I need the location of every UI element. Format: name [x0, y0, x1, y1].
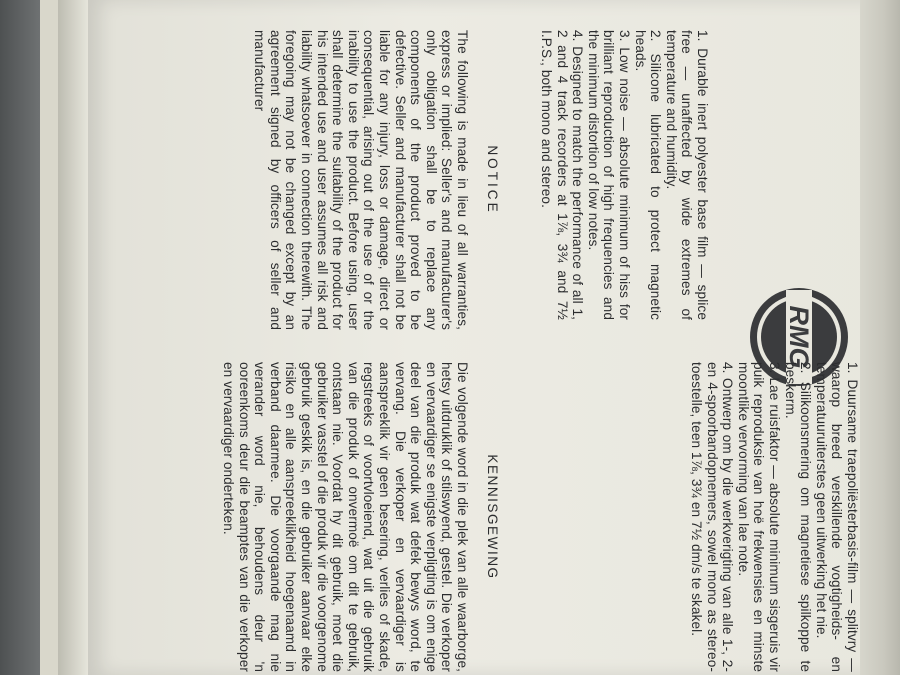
- rotated-text-sheet: [88, 0, 900, 675]
- afrikaans-feature-1: 1. Duursame traepoliësterbasis-film — splitvry — waarop breed verskillende vogtigheids- en temperatuuruiterstes geen uitwerking het nie.: [813, 362, 860, 672]
- english-feature-3: 3. Low noise — absolute minimum of hiss for brilliant reproduction of high frequencies and the minimum distortion of low notes.: [585, 30, 633, 320]
- english-notice-paragraph: The following is made in lieu of all warranties, express or implied: Seller's and manufacturer's only obligation shall be to replace any components of the product proved to be defective. Seller and manufacturer shall not be liable for any injury, loss or damage, direct or consequential, arising out of the use of or the inability to use the product. Before using, user shall determine the suitability of the product for his intended use and user assumes all risk and liability whatsoever in connection therewith. The foregoing may not be changed except by an agreement signed by officers of seller and manufacturer: [252, 30, 470, 330]
- afrikaans-notice-text: [221, 362, 471, 672]
- english-feature-1: 1. Durable inert polyester base film — splice free — unaffected by wide extremes of temperature and humidity.: [663, 30, 710, 320]
- english-notice-text: [252, 30, 470, 330]
- english-features: [538, 30, 710, 320]
- logo-text: RMG: [784, 305, 814, 369]
- english-feature-4: 4. Designed to match the performance of all 1, 2 and 4 track recorders at 1⅞, 3¾ and 7½ I.P.S., both mono and stereo.: [539, 30, 586, 320]
- afrikaans-feature-3: 3. Lae ruisfaktor — absolute minimum sisgeruis vir puik reproduksie van hoë frekwensies en minste moontlike vervorming van lae note.: [735, 362, 783, 672]
- kennisgewing-heading: KENNISGEWING: [485, 454, 500, 580]
- afrikaans-feature-2: 2. Silikoonsmering om magnetiese spilkoppe te beskerm.: [782, 362, 814, 672]
- afrikaans-features: [688, 362, 860, 672]
- afrikaans-feature-4: 4. Ontwerp om by die werkverigting van alle 1-, 2- en 4-spoorbandopnemers, sowel mono as stereo-toestelle, teen 1⅞, 3¾ en 7½ dm/s te skakel.: [689, 362, 736, 672]
- notice-heading: NOTICE: [485, 145, 500, 215]
- box-lid-wall: [58, 0, 88, 675]
- english-feature-2: 2. Silicone lubricated to protect magnetic heads.: [632, 30, 664, 320]
- afrikaans-notice-paragraph: Die volgende word in die plek van alle waarborge, hetsy uitdruklik of stilswyend, gestel. Die verkoper en vervaardiger se enigste verpligting is om enige deel van die produk wat defek bewys word, te vervang. Die verkoper en vervaardiger is aanspreeklik vir geen besering, verlies of skade, regstreeks of voortvloeiend, wat uit die gebruik van die produk of onvermoë om dit te gebruik, ontstaan nie. Voordat hy dit gebruik, moet die gebruiker vasstel of die produk vir die voorgenome gebruik geskik is, en die gebruiker aanvaar elke risiko en alle aanspreeklikheid hoegenaamd in verband daarmee. Die voorgaande mag nie verander word nie, behoudens deur 'n ooreenkoms deur die beamptes van die verkoper en vervaardiger onderteken.: [221, 362, 470, 672]
